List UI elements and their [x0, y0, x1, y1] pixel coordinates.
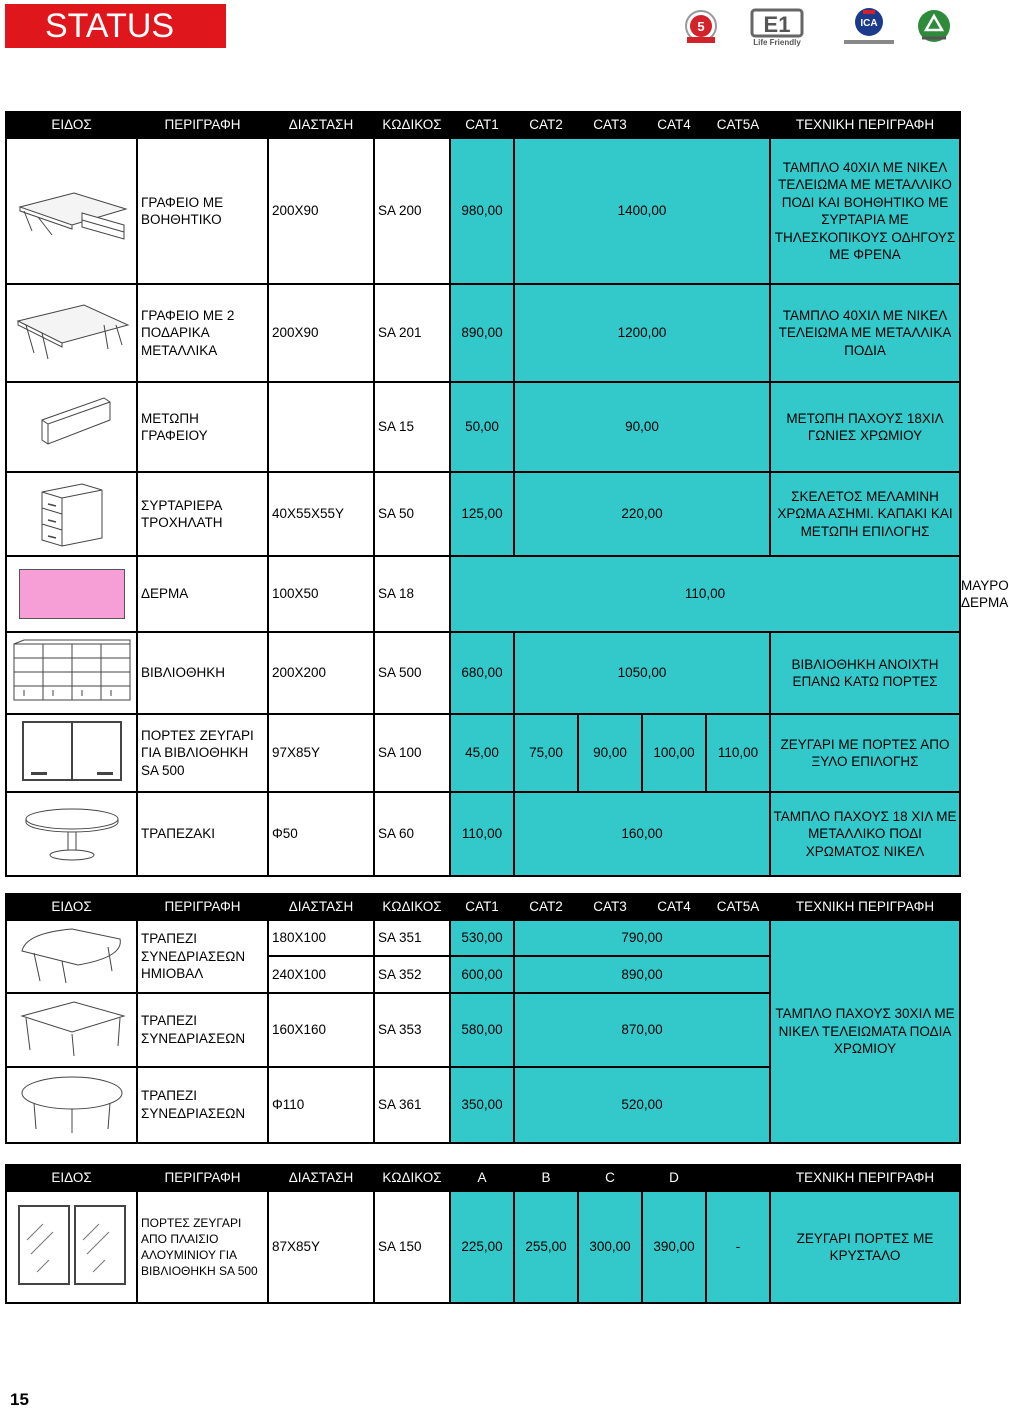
description: ΤΡΑΠΕΖΙ ΣΥΝΕΔΡΙΑΣΕΩΝ — [137, 1067, 268, 1143]
header-cell: D — [642, 1165, 706, 1191]
table-row — [6, 714, 960, 792]
description: ΤΡΑΠΕΖΙ ΣΥΝΕΔΡΙΑΣΕΩΝ — [137, 993, 268, 1067]
ica-logo-icon — [830, 4, 908, 48]
code: SA 15 — [374, 382, 450, 472]
product-image — [6, 284, 137, 382]
tech-description: ΤΑΜΠΛΟ ΠΑΧΟΥΣ 30ΧΙΛ ΜΕ ΝΙΚΕΛ ΤΕΛΕΙΩΜΑΤΑ ΠΟΔΙΑ ΧΡΩΜΙΟΥ — [770, 920, 960, 1143]
drawer-unit-icon — [12, 474, 132, 550]
tech-description: ΤΑΜΠΛΟ ΠΑΧΟΥΣ 18 ΧΙΛ ΜΕ ΜΕΤΑΛΛΙΚΟ ΠΟΔΙ ΧΡΩΜΑΤΟΣ ΝΙΚΕΛ — [770, 792, 960, 876]
description: ΤΡΑΠΕΖΙ ΣΥΝΕΔΡΙΑΣΕΩΝ ΗΜΙΟΒΑΛ — [137, 920, 268, 993]
leather-swatch — [19, 569, 125, 619]
header-cell: CAT4 — [642, 112, 706, 138]
code: SA 500 — [374, 632, 450, 714]
code: SA 50 — [374, 472, 450, 556]
product-image — [6, 472, 137, 556]
price-cat1: 600,00 — [450, 956, 514, 992]
price-cat2: 90,00 — [514, 382, 770, 472]
header-cell — [706, 1165, 770, 1191]
tech-description: ΖΕΥΓΑΡΙ ΜΕ ΠΟΡΤΕΣ ΑΠΟ ΞΥΛΟ ΕΠΙΛΟΓΗΣ — [770, 714, 960, 792]
description: ΓΡΑΦΕΙΟ ΜΕ 2 ΠΟΔΑΡΙΚΑ ΜΕΤΑΛΛΙΚΑ — [137, 284, 268, 382]
svg-text:5: 5 — [697, 19, 705, 34]
price-cat1: 45,00 — [450, 714, 514, 792]
square-table-icon — [12, 994, 132, 1060]
price-b: 255,00 — [514, 1191, 578, 1303]
description: ΜΕΤΩΠΗ ΓΡΑΦΕΙΟΥ — [137, 382, 268, 472]
code: SA 201 — [374, 284, 450, 382]
table-header-row — [6, 112, 960, 138]
dimension: 240Χ100 — [268, 956, 374, 992]
dimension: 97Χ85Υ — [268, 714, 374, 792]
header-cell: ΠΕΡΙΓΡΑΦΗ — [137, 1165, 268, 1191]
tech-description: ΖΕΥΓΑΡΙ ΠΟΡΤΕΣ ΜΕ ΚΡΥΣΤΑΛΟ — [770, 1191, 960, 1303]
product-image — [6, 556, 137, 632]
description: ΣΥΡΤΑΡΙΕΡΑ ΤΡΟΧΗΛΑΤΗ — [137, 472, 268, 556]
product-image — [6, 632, 137, 714]
tech-description: ΤΑΜΠΛΟ 40ΧΙΛ ΜΕ ΝΙΚΕΛ ΤΕΛΕΙΩΜΑ ΜΕ ΜΕΤΑΛΛΙΚΟ ΠΟΔΙ ΚΑΙ ΒΟΗΘΗΤΙΚΟ ΜΕ ΣΥΡΤΑΡΙΑ ΜΕ ΤΗΛΕΣΚΟΠΙΚΟΥΣ ΟΔΗΓΟΥΣ ΜΕ ΦΡΕΝΑ — [770, 138, 960, 284]
code: SA 150 — [374, 1191, 450, 1303]
page-title: STATUS — [5, 4, 226, 48]
price-cat2: 890,00 — [514, 956, 770, 992]
header-cell: CAT1 — [450, 894, 514, 920]
price-cat2: 790,00 — [514, 920, 770, 956]
price-e: - — [706, 1191, 770, 1303]
code: SA 361 — [374, 1067, 450, 1143]
table-row — [6, 920, 960, 956]
dimension — [268, 382, 374, 472]
header-cell: B — [514, 1165, 578, 1191]
product-image — [6, 993, 137, 1067]
price-cat1: 680,00 — [450, 632, 514, 714]
price-cat2: 1400,00 — [514, 138, 770, 284]
header-cell: CAT5A — [706, 112, 770, 138]
header-cell: C — [578, 1165, 642, 1191]
doors-pair-icon — [17, 716, 127, 786]
table-row — [6, 284, 960, 382]
product-image — [6, 1067, 137, 1143]
desk-with-cabinet-icon — [12, 169, 132, 249]
price-cat1: 110,00 — [450, 792, 514, 876]
code: SA 60 — [374, 792, 450, 876]
price-cat1: 980,00 — [450, 138, 514, 284]
dimension: 200Χ90 — [268, 138, 374, 284]
header-cell: CAT3 — [578, 112, 642, 138]
header-cell: ΚΩΔΙΚΟΣ — [374, 894, 450, 920]
tech-description: ΤΑΜΠΛΟ 40ΧΙΛ ΜΕ ΝΙΚΕΛ ΤΕΛΕΙΩΜΑ ΜΕ ΜΕΤΑΛΛΙΚΑ ΠΟΔΙΑ — [770, 284, 960, 382]
description: ΤΡΑΠΕΖΑΚΙ — [137, 792, 268, 876]
price-cat2: 1200,00 — [514, 284, 770, 382]
header-cell: ΠΕΡΙΓΡΑΦΗ — [137, 112, 268, 138]
header-cell: CAT4 — [642, 894, 706, 920]
desk-metal-legs-icon — [12, 291, 132, 371]
price-cat5a: 110,00 — [706, 714, 770, 792]
price-cat2: 1050,00 — [514, 632, 770, 714]
round-table-icon — [17, 797, 127, 867]
table-header-row — [6, 894, 960, 920]
dimension: 160Χ160 — [268, 993, 374, 1067]
e1-life-friendly-logo-icon — [730, 4, 830, 48]
product-image — [6, 920, 137, 993]
header-cell: ΤΕΧΝΙΚΗ ΠΕΡΙΓΡΑΦΗ — [770, 894, 960, 920]
header-cell: CAT3 — [578, 894, 642, 920]
price-cat1: 580,00 — [450, 993, 514, 1067]
header-cell: ΔΙΑΣΤΑΣΗ — [268, 1165, 374, 1191]
header-cell: ΕΙΔΟΣ — [6, 894, 137, 920]
header-cell: ΠΕΡΙΓΡΑΦΗ — [137, 894, 268, 920]
table-row — [6, 382, 960, 472]
header-cell: ΔΙΑΣΤΑΣΗ — [268, 894, 374, 920]
price-table-3 — [5, 1164, 961, 1304]
code: SA 353 — [374, 993, 450, 1067]
product-image — [6, 382, 137, 472]
price-cat3: 90,00 — [578, 714, 642, 792]
five-years-logo-icon — [672, 4, 730, 48]
header-cell: ΤΕΧΝΙΚΗ ΠΕΡΙΓΡΑΦΗ — [770, 1165, 960, 1191]
description: ΓΡΑΦΕΙΟ ΜΕ ΒΟΗΘΗΤΙΚΟ — [137, 138, 268, 284]
price-cat1: 350,00 — [450, 1067, 514, 1143]
description: ΠΟΡΤΕΣ ΖΕΥΓΑΡΙ ΑΠΟ ΠΛΑΙΣΙΟ ΑΛΟΥΜΙΝΙΟΥ ΓΙΑ ΒΙΒΛΙΟΘΗΚΗ SA 500 — [137, 1191, 268, 1303]
header-cell: ΕΙΔΟΣ — [6, 1165, 137, 1191]
header-cell: CAT2 — [514, 112, 578, 138]
price-cat2: 160,00 — [514, 792, 770, 876]
header-cell: ΔΙΑΣΤΑΣΗ — [268, 112, 374, 138]
price-a: 225,00 — [450, 1191, 514, 1303]
modesty-panel-icon — [12, 390, 132, 460]
price-cat1: 125,00 — [450, 472, 514, 556]
dimension: 87Χ85Υ — [268, 1191, 374, 1303]
dimension: Φ50 — [268, 792, 374, 876]
description: ΔΕΡΜΑ — [137, 556, 268, 632]
table-row: ΔΕΡΜΑ 100Χ50 SA 18 110,00 ΜΑΥΡΟ ΔΕΡΜΑ — [6, 556, 960, 632]
header-cell: ΚΩΔΙΚΟΣ — [374, 112, 450, 138]
table-row — [6, 472, 960, 556]
dimension: Φ110 — [268, 1067, 374, 1143]
price-table-1 — [5, 111, 1009, 877]
tech-description: ΒΙΒΛΙΟΘΗΚΗ ΑΝΟΙΧΤΗ ΕΠΑΝΩ ΚΑΤΩ ΠΟΡΤΕΣ — [770, 632, 960, 714]
header-cell: ΤΕΧΝΙΚΗ ΠΕΡΙΓΡΑΦΗ — [770, 112, 960, 138]
product-image — [6, 714, 137, 792]
recycle-logo-icon — [908, 4, 960, 48]
description: ΒΙΒΛΙΟΘΗΚΗ — [137, 632, 268, 714]
dimension: 200Χ90 — [268, 284, 374, 382]
dimension: 40Χ55Χ55Υ — [268, 472, 374, 556]
dimension: 100Χ50 — [268, 556, 374, 632]
header-cell: CAT1 — [450, 112, 514, 138]
price-d: 390,00 — [642, 1191, 706, 1303]
oval-table-icon — [12, 1069, 132, 1135]
table-row — [6, 632, 960, 714]
tech-description: ΜΕΤΩΠΗ ΠΑΧΟΥΣ 18ΧΙΛ ΓΩΝΙΕΣ ΧΡΩΜΙΟΥ — [770, 382, 960, 472]
price-cat2: 75,00 — [514, 714, 578, 792]
header-cell: ΚΩΔΙΚΟΣ — [374, 1165, 450, 1191]
svg-text:ICA: ICA — [860, 18, 878, 29]
product-image — [6, 138, 137, 284]
price-c: 300,00 — [578, 1191, 642, 1303]
product-image — [6, 792, 137, 876]
price-cat1: 890,00 — [450, 284, 514, 382]
price-cat2: 870,00 — [514, 993, 770, 1067]
code: SA 352 — [374, 956, 450, 992]
description: ΠΟΡΤΕΣ ΖΕΥΓΑΡΙ ΓΙΑ ΒΙΒΛΙΟΘΗΚΗ SA 500 — [137, 714, 268, 792]
code: SA 18 — [374, 556, 450, 632]
price-cat2: 220,00 — [514, 472, 770, 556]
header-cell: ΕΙΔΟΣ — [6, 112, 137, 138]
price-table-2 — [5, 893, 961, 1144]
tech-description: ΣΚΕΛΕΤΟΣ ΜΕΛΑΜΙΝΗ ΧΡΩΜΑ ΑΣΗΜΙ. ΚΑΠΑΚΙ ΚΑΙ ΜΕΤΩΠΗ ΕΠΙΛΟΓΗΣ — [770, 472, 960, 556]
bookcase-icon — [10, 636, 134, 706]
dimension: 200Χ200 — [268, 632, 374, 714]
table-header-row — [6, 1165, 960, 1191]
table-row — [6, 1191, 960, 1303]
header-cell: CAT2 — [514, 894, 578, 920]
svg-text:Life Friendly: Life Friendly — [753, 38, 801, 47]
dimension: 180Χ100 — [268, 920, 374, 956]
header-cell: A — [450, 1165, 514, 1191]
price-cat1: 50,00 — [450, 382, 514, 472]
logo-strip — [672, 4, 960, 48]
header-cell: CAT5A — [706, 894, 770, 920]
glass-doors-icon — [13, 1200, 131, 1290]
code: SA 200 — [374, 138, 450, 284]
code: SA 100 — [374, 714, 450, 792]
price-cat2: 520,00 — [514, 1067, 770, 1143]
page-number: 15 — [10, 1390, 29, 1409]
table-row — [6, 792, 960, 876]
price: 110,00 — [450, 556, 960, 632]
price-cat4: 100,00 — [642, 714, 706, 792]
product-image — [6, 1191, 137, 1303]
code: SA 351 — [374, 920, 450, 956]
svg-text:E1: E1 — [763, 12, 791, 37]
table-row — [6, 138, 960, 284]
semi-oval-table-icon — [12, 921, 132, 987]
price-cat1: 530,00 — [450, 920, 514, 956]
